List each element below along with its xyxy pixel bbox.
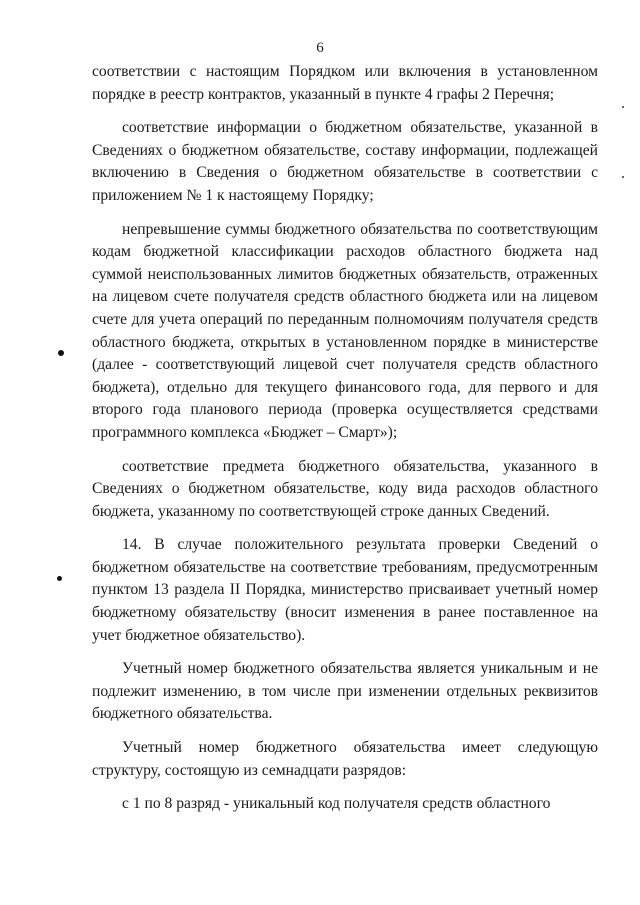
paragraph: соответствие информации о бюджетном обязательстве, указанной в Сведениях о бюджетном обязательстве, составу информации, подлежащей включению в Сведения о бюджетном обязательстве в соответствии с приложением № 1 к настоящему Порядку; (92, 119, 598, 204)
paragraph: Учетный номер бюджетного обязательства имеет следующую структуру, состоящую из семнадцати разрядов: (92, 739, 598, 779)
paragraph: 14. В случае положительного результата проверки Сведений о бюджетном обязательстве на соответствие требованиям, предусмотренным пунктом 13 раздела II Порядка, министерство присваивает учетный номер бюджетному обязательству (вносит изменения в ранее поставленное на учет бюджетное обязательство). (92, 536, 598, 644)
page-number: 6 (316, 40, 324, 56)
scan-speck (622, 176, 624, 178)
margin-mark (57, 576, 62, 581)
paragraph: Учетный номер бюджетного обязательства является уникальным и не подлежит изменению, в том числе при изменении отдельных реквизитов бюджетного обязательства. (92, 660, 598, 723)
paragraph: с 1 по 8 разряд - уникальный код получателя средств областного (122, 795, 551, 813)
paragraph: соответствии с настоящим Порядком или включения в установленном порядке в реестр контрактов, указанный в пункте 4 графы 2 Перечня; (92, 63, 598, 103)
paragraph: непревышение суммы бюджетного обязательства по соответствующим кодам бюджетной классификации расходов областного бюджета над суммой неиспользованных лимитов бюджетных обязательств, отраженных на лицевом счете получателя средств областного бюджета или на лицевом счете для учета операций по переданным полномочиям получателя средств областного бюджета, открытых в установленном порядке в министерстве (далее - соответствующий лицевой счет получателя средств областного бюджета), отдельно для текущего финансового года, для первого и для второго года планового периода (проверка осуществляется средствами программного комплекса «Бюджет – Смарт»); (92, 220, 598, 441)
margin-mark (58, 350, 64, 356)
paragraph: соответствие предмета бюджетного обязательства, указанного в Сведениях о бюджетном обязательстве, коду вида расходов областного бюджета, указанному по соответствующей строке данных Сведений. (92, 457, 598, 520)
scan-speck (622, 106, 624, 108)
document-body (92, 61, 598, 816)
